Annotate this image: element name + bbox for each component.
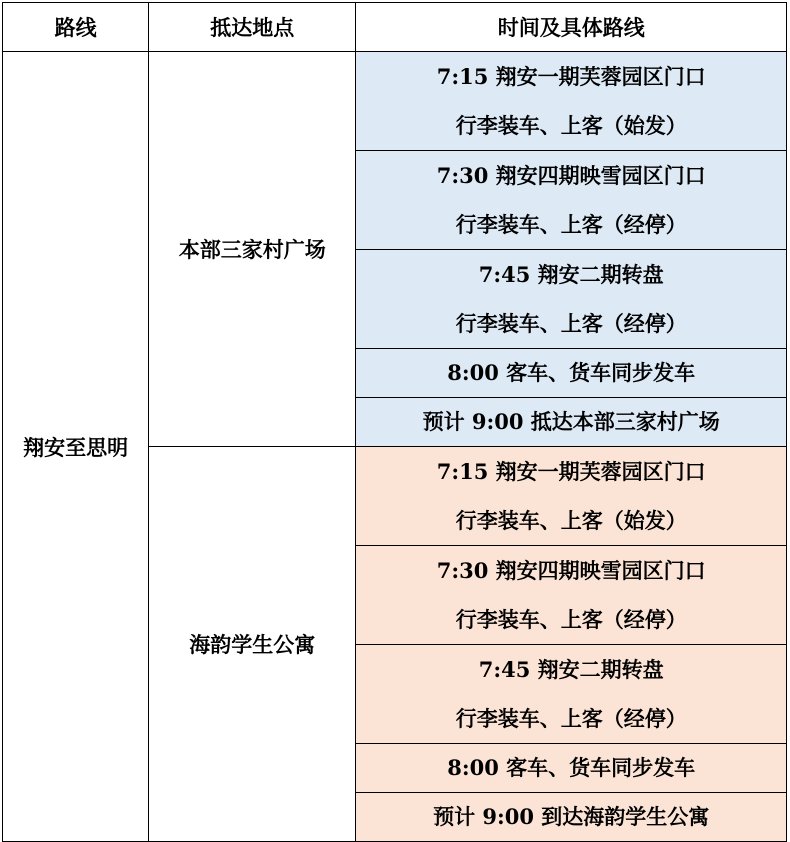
depart-cell: 8:00 客车、货车同步发车 [356,349,787,398]
stop-cell [356,250,787,349]
header-route: 路线 [3,3,149,52]
stop-action: 行李装车、上客（始发） [455,508,687,533]
header-destination: 抵达地点 [149,3,356,52]
arrival-cell: 预计 9:00 抵达本部三家村广场 [356,398,787,447]
schedule-table [2,2,787,842]
stop-time-location: 7:15 翔安一期芙蓉园区门口 [436,64,706,89]
stop-cell [356,645,787,744]
destination-cell: 海韵学生公寓 [149,447,356,842]
stop-time-location: 7:45 翔安二期转盘 [478,657,664,682]
stop-action: 行李装车、上客（始发） [455,113,687,138]
stop-action: 行李装车、上客（经停） [455,311,687,336]
stop-action: 行李装车、上客（经停） [455,607,687,632]
stop-cell [356,447,787,546]
stop-time-location: 7:15 翔安一期芙蓉园区门口 [436,459,706,484]
destination-cell: 本部三家村广场 [149,52,356,447]
header-time-route: 时间及具体路线 [356,3,787,52]
stop-action: 行李装车、上客（经停） [455,212,687,237]
stop-cell [356,151,787,250]
depart-cell: 8:00 客车、货车同步发车 [356,744,787,793]
table-row [3,52,787,151]
route-cell: 翔安至思明 [3,52,149,842]
stop-time-location: 7:45 翔安二期转盘 [478,262,664,287]
header-row [3,3,787,52]
stop-action: 行李装车、上客（经停） [455,706,687,731]
stop-time-location: 7:30 翔安四期映雪园区门口 [436,163,706,188]
stop-cell [356,546,787,645]
stop-cell [356,52,787,151]
arrival-cell: 预计 9:00 到达海韵学生公寓 [356,793,787,842]
stop-time-location: 7:30 翔安四期映雪园区门口 [436,558,706,583]
